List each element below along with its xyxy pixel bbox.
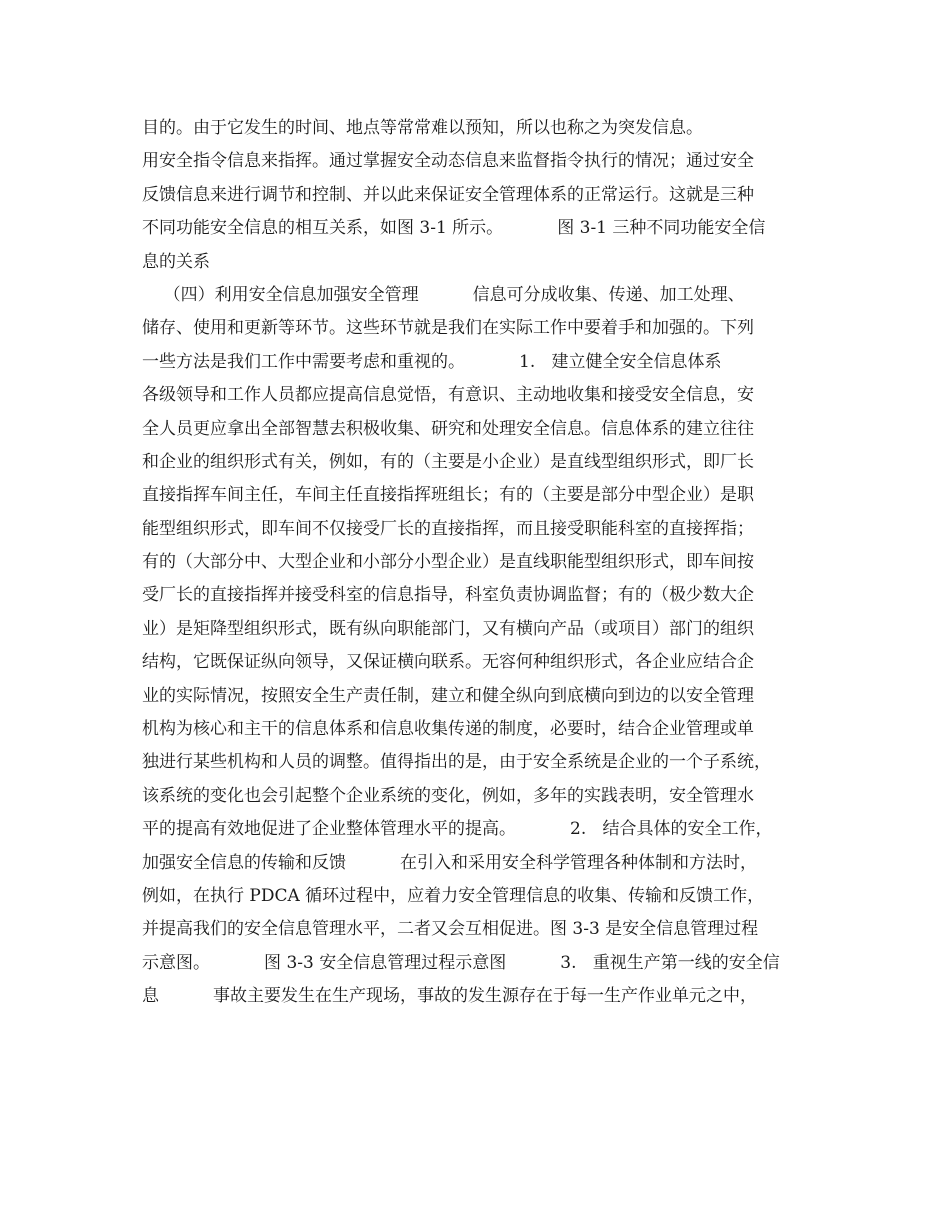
text-line: 有的（大部分中、大型企业和小部分小型企业）是直线职能型组织形式，即车间按 [142, 552, 754, 573]
text-line: 业的实际情况，按照安全生产责任制，建立和健全纵向到底横向到边的以安全管理 [142, 685, 754, 706]
text-line: 业）是矩降型组织形式，既有纵向职能部门，又有横向产品（或项目）部门的组织 [142, 618, 754, 639]
text-line: 示意图。 图 3-3 安全信息管理过程示意图 3. 重视生产第一线的安全信 [142, 952, 780, 973]
text-line: 受厂长的直接指挥并接受科室的信息指导，科室负责协调监督；有的（极少数大企 [142, 585, 754, 606]
text-line: 反馈信息来进行调节和控制、并以此来保证安全管理体系的正常运行。这就是三种 [142, 184, 754, 205]
body-text [142, 112, 842, 1014]
text-line: 息的关系 [142, 251, 210, 272]
text-line: 储存、使用和更新等环节。这些环节就是我们在实际工作中要着手和加强的。下列 [142, 318, 754, 339]
text-line: 一些方法是我们工作中需要考虑和重视的。 1. 建立健全安全信息体系 [142, 351, 722, 372]
text-line: 独进行某些机构和人员的调整。值得指出的是，由于安全系统是企业的一个子系统， [142, 752, 771, 773]
text-line: 目的。由于它发生的时间、地点等常常难以预知，所以也称之为突发信息。 [142, 118, 703, 138]
text-line: 不同功能安全信息的相互关系，如图 3-1 所示。 图 3-1 三种不同功能安全信 [142, 218, 766, 239]
text-line: 并提高我们的安全信息管理水平，二者又会互相促进。图 3-3 是安全信息管理过程 [142, 919, 759, 940]
text-line: 息 事故主要发生在生产现场，事故的发生源存在于每一生产作业单元之中， [142, 986, 758, 1007]
text-line: 全人员更应拿出全部智慧去积极收集、研究和处理安全信息。信息体系的建立往往 [142, 418, 754, 439]
text-line: 直接指挥车间主任，车间主任直接指挥班组长；有的（主要是部分中型企业）是职 [142, 485, 754, 506]
text-line: 机构为核心和主干的信息体系和信息收集传递的制度，必要时，结合企业管理或单 [142, 719, 754, 740]
text-line: 和企业的组织形式有关，例如，有的（主要是小企业）是直线型组织形式，即厂长 [142, 451, 754, 472]
text-line: 加强安全信息的传输和反馈 在引入和采用安全科学管理各种体制和方法时， [142, 852, 758, 873]
text-line: 例如，在执行 PDCA 循环过程中，应着力安全管理信息的收集、传输和反馈工作， [142, 885, 765, 906]
text-line: 用安全指令信息来指挥。通过掌握安全动态信息来监督指令执行的情况；通过安全 [142, 151, 754, 172]
text-line: 平的提高有效地促进了企业整体管理水平的提高。 2. 结合具体的安全工作， [142, 819, 773, 840]
section-heading-line: （四）利用安全信息加强安全管理 信息可分成收集、传递、加工处理、 [142, 284, 745, 305]
text-line: 各级领导和工作人员都应提高信息觉悟，有意识、主动地收集和接受安全信息，安 [142, 385, 754, 406]
text-line: 能型组织形式，即车间不仅接受厂长的直接指挥，而且接受职能科室的直接挥指； [142, 518, 754, 539]
text-line: 结构，它既保证纵向领导，又保证横向联系。无容何种组织形式，各企业应结合企 [142, 652, 754, 673]
text-line: 该系统的变化也会引起整个企业系统的变化，例如，多年的实践表明，安全管理水 [142, 785, 754, 806]
